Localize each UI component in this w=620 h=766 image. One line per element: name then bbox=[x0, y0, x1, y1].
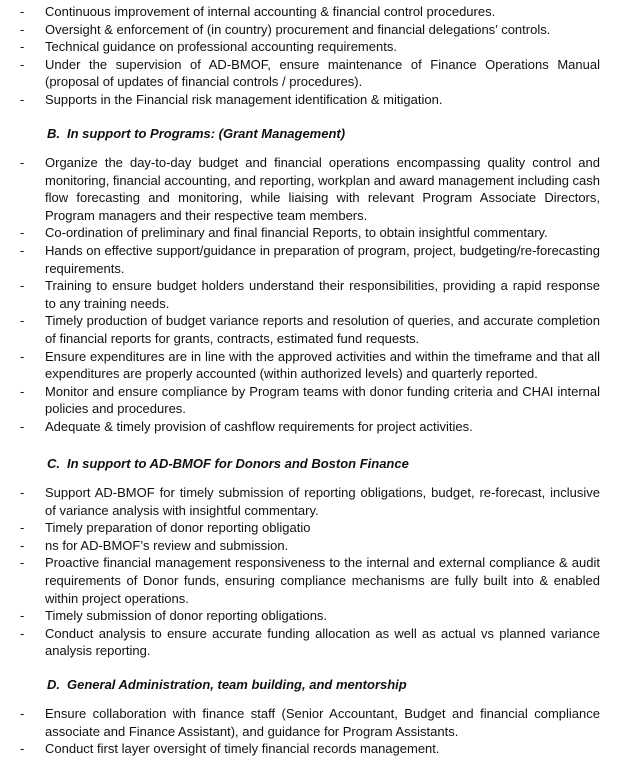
list-item-text: Co-ordination of preliminary and final financial Reports, to obtain insightful commentary. bbox=[45, 225, 548, 241]
bullet-dash: - bbox=[20, 348, 25, 364]
bullet-dash: - bbox=[20, 383, 25, 399]
list-item-text: Oversight & enforcement of (in country) procurement and financial delegations’ controls. bbox=[45, 21, 551, 37]
list-item-text: Hands on effective support/guidance in preparation of program, project, budgeting/re-forecasting requirements. bbox=[45, 242, 600, 276]
section-letter: C. bbox=[47, 456, 60, 471]
section-title: In support to Programs: (Grant Management) bbox=[67, 126, 346, 141]
bullet-dash: - bbox=[20, 155, 25, 170]
list-item-text: Adequate & timely provision of cashflow requirements for project activities. bbox=[45, 418, 473, 434]
list-item bbox=[0, 348, 620, 383]
section-title: In support to AD-BMOF for Donors and Boston Finance bbox=[67, 456, 409, 471]
bullet-dash: - bbox=[20, 555, 25, 571]
list-item-text: Technical guidance on professional accounting requirements. bbox=[45, 39, 397, 55]
section-heading-programs bbox=[0, 125, 345, 142]
list-item bbox=[0, 224, 620, 242]
administration-responsibilities-list bbox=[0, 705, 620, 758]
bullet-dash: - bbox=[20, 4, 25, 19]
bullet-dash: - bbox=[20, 625, 25, 641]
list-item-text: Under the supervision of AD-BMOF, ensure maintenance of Finance Operations Manual (proposal of updates of financial controls / procedures). bbox=[45, 56, 600, 90]
list-item bbox=[0, 312, 620, 347]
list-item-text: Timely submission of donor reporting obligations. bbox=[45, 608, 328, 624]
list-item-text: Organize the day-to-day budget and financial operations encompassing quality control and monitoring, financial accounting, and reporting, workplan and award management including cash flow forecasting and monitoring, while liaising with relevant Program Associate Directors, Program managers and their respective team members. bbox=[45, 155, 601, 223]
bullet-dash: - bbox=[20, 56, 25, 72]
section-title: General Administration, team building, and mentorship bbox=[67, 677, 407, 692]
bullet-dash: - bbox=[20, 21, 25, 37]
list-item-text: Timely preparation of donor reporting obligatio bbox=[45, 520, 311, 536]
list-item bbox=[0, 554, 620, 607]
list-item bbox=[0, 277, 620, 312]
list-item bbox=[0, 625, 620, 660]
list-item-text: Monitor and ensure compliance by Program teams with donor funding criteria and CHAI internal policies and procedures. bbox=[45, 383, 600, 417]
list-item-text: Timely production of budget variance reports and resolution of queries, and accurate completion of financial reports for grants, contracts, estimated fund requests. bbox=[45, 313, 600, 346]
bullet-dash: - bbox=[20, 537, 25, 553]
section-heading-donors bbox=[0, 455, 409, 472]
intro-responsibilities-list bbox=[0, 3, 620, 109]
list-item-text: ns for AD-BMOF’s review and submission. bbox=[45, 537, 289, 553]
list-item-text: Ensure expenditures are in line with the approved activities and within the timeframe and that all expenditures are properly accounted (within authorized levels) and quarterly reported. bbox=[45, 348, 600, 382]
list-item-text: Training to ensure budget holders understand their responsibilities, providing a rapid response to any training needs. bbox=[45, 278, 600, 311]
list-item-text: Support AD-BMOF for timely submission of reporting obligations, budget, re-forecast, inclusive of variance analysis with insightful commentary. bbox=[45, 485, 600, 518]
list-item-text: Continuous improvement of internal accounting & financial control procedures. bbox=[45, 4, 496, 19]
list-item bbox=[0, 705, 620, 740]
section-letter: B. bbox=[47, 126, 60, 141]
bullet-dash: - bbox=[20, 313, 25, 329]
list-item-text: Conduct first layer oversight of timely financial records management. bbox=[45, 741, 440, 757]
list-item bbox=[0, 3, 620, 21]
list-item bbox=[0, 38, 620, 56]
bullet-dash: - bbox=[20, 485, 25, 500]
list-item bbox=[0, 154, 620, 224]
list-item bbox=[0, 91, 620, 109]
bullet-dash: - bbox=[20, 39, 25, 55]
section-letter: D. bbox=[47, 677, 60, 692]
bullet-dash: - bbox=[20, 520, 25, 536]
bullet-dash: - bbox=[20, 278, 25, 294]
donors-responsibilities-list bbox=[0, 484, 620, 660]
programs-responsibilities-list bbox=[0, 154, 620, 436]
bullet-dash: - bbox=[20, 706, 25, 721]
bullet-dash: - bbox=[20, 91, 25, 107]
list-item-text: Supports in the Financial risk management identification & mitigation. bbox=[45, 91, 443, 107]
list-item bbox=[0, 740, 620, 758]
section-heading-administration bbox=[0, 676, 407, 693]
bullet-dash: - bbox=[20, 418, 25, 434]
bullet-dash: - bbox=[20, 225, 25, 241]
list-item bbox=[0, 607, 620, 625]
list-item-text: Ensure collaboration with finance staff (Senior Accountant, Budget and financial compliance associate and Finance Assistant), and guidance for Program Assistants. bbox=[45, 706, 600, 739]
list-item bbox=[0, 519, 620, 537]
bullet-dash: - bbox=[20, 242, 25, 258]
list-item bbox=[0, 21, 620, 39]
list-item-text: Conduct analysis to ensure accurate funding allocation as well as actual vs planned variance analysis reporting. bbox=[45, 625, 600, 659]
bullet-dash: - bbox=[20, 741, 25, 757]
list-item bbox=[0, 56, 620, 91]
list-item bbox=[0, 242, 620, 277]
bullet-dash: - bbox=[20, 608, 25, 624]
list-item bbox=[0, 383, 620, 418]
list-item bbox=[0, 537, 620, 555]
list-item bbox=[0, 484, 620, 519]
list-item-text: Proactive financial management responsiveness to the internal and external compliance & audit requirements of Donor funds, ensuring compliance mechanisms are fully built into & enabled within project operations. bbox=[45, 555, 600, 606]
list-item bbox=[0, 418, 620, 436]
